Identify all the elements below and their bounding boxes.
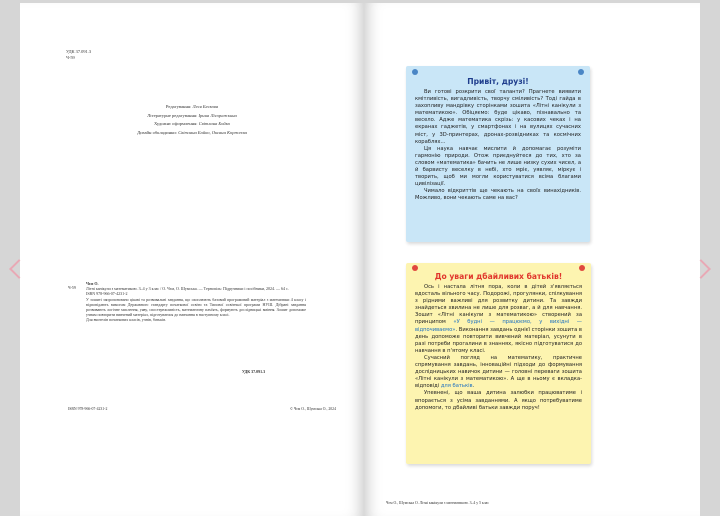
- greeting-note: [406, 66, 590, 242]
- text-run: . Виконання завдань однієї сторінки зошита в день допоможе повторити вивчений матеріал, усунути в разі потреби прогалини в знаннях, якісно підготуватися до навчання в п'ятому класі.: [415, 326, 582, 354]
- credit-label: Редагування:: [165, 104, 192, 109]
- credit-value: Світлана Бойко: [198, 121, 230, 127]
- udk-code: УДК 37.091.3: [66, 49, 92, 54]
- isbn: ISBN 978-966-07-4231-2: [68, 407, 108, 411]
- text-run: Сучасний погляд на математику, практичне спрямування завдань, інноваційні підходи до формування дослідницьких навичок дитини — головні переваги зошита «Літні канікули з математикою». А ще в ньому є вкладка-відповіді: [415, 354, 582, 390]
- greeting-text: [406, 86, 590, 203]
- pushpin-icon: [578, 69, 584, 75]
- paragraph: Ця наука навчає мислити й допомагає розуміти гармонію природи. Отож приєднуйтеся до тих, хто за словом «математика» бачить не лише низку сухих чисел, а й барвисту веселку в небі, хто мріє, уявляє, міркує і творить, щоб ми могли користуватися всіма благами цивілізації.: [415, 145, 581, 188]
- credit-row: [20, 129, 364, 138]
- pushpin-icon: [412, 69, 418, 75]
- book-spread: [20, 3, 700, 516]
- credit-label: Дизайн обкладинки:: [137, 129, 178, 135]
- catalog-line: Для вчителів початкових класів, учнів, батьків.: [86, 317, 167, 323]
- catalog-body: [86, 286, 306, 322]
- credit-label: Художнє оформлення:: [153, 121, 198, 127]
- greeting-title: Привіт, друзі!: [467, 77, 529, 86]
- paragraph: [415, 284, 582, 355]
- catalog-author: Чєм О.: [86, 281, 99, 286]
- paragraph: Ви готові розкрити свої таланти? Прагнете виявити кмітливість, вигадливість, творчу сміливість? Тоді гайда в захопливу мандрівку сторінками зошита «Літні канікули з математикою». Обіцяємо: буде цікаво, пізнавально та весело. Адже математика скрізь: у касових чеках і на екранах гаджетів, у смартфонах і на вулицях сучасних міст, у 3D-принтерах, дронах-розвідниках та космічних кораблях...: [415, 89, 581, 145]
- pushpin-icon: [412, 265, 418, 271]
- catalog-line: У зошиті запропоновано цікаві та розвивальні завдання, що охоплюють базовий програмовий матеріал з математики 4 класу і відповідають вимогам Державного стандарту початкової освіти та Типової освітньої програми НУШ. Дібрані завдання розвивають логічне мислення, уяву, спостережливість, математичну пам'ять, формують дослідницькі вміння. Зошит допоможе учням повторити вивчений матеріал, підготуватися до навчання в наступному класі.: [86, 296, 306, 318]
- credit-value: Ірина Лісоражкина: [198, 112, 237, 118]
- highlight-text: «У будні — працюємо, у вихідні — відпочиваємо»: [415, 319, 582, 333]
- paragraph: [415, 355, 582, 390]
- credit-row: [20, 103, 364, 112]
- credits-block: [20, 103, 364, 137]
- highlight-text: для батьків: [440, 383, 473, 390]
- parents-title: До уваги дбайливих батьків!: [434, 272, 563, 281]
- credit-row: [20, 120, 364, 129]
- catalog-udk: УДК 37.091.3: [242, 369, 266, 374]
- paragraph: Чимало відкриттів ще чекають на своїх винахідників. Можливо, вони чекають саме на вас?: [415, 188, 581, 202]
- book-code: Ч-59: [66, 54, 75, 60]
- right-page: [364, 3, 700, 516]
- catalog-line: ISBN 978-966-07-4231-2: [86, 291, 128, 297]
- credit-value: Леся Бескова: [192, 104, 219, 109]
- left-page: [20, 3, 364, 516]
- credit-row: [20, 112, 364, 121]
- udk-header: [66, 49, 91, 60]
- catalog-card: [86, 281, 306, 323]
- text-run: .: [472, 383, 475, 390]
- catalog-code: Ч-59: [68, 285, 76, 290]
- parents-text: [406, 281, 591, 412]
- parents-note: [406, 263, 591, 464]
- page-footer: Чєм О., Шумська О. Літні канікули з математикою. 3–4 у 5 клас: [386, 501, 490, 505]
- text-run: Ось і настала літня пора, коли в дітей з'являється вдосталь вільного часу. Подорожі, прогулянки, спілкування з рідними важливі для розвитку дитини. Та завжди знайдеться хвилина не лише для розваг, а й для навчання. Зошит «Літні канікули з математикою» створений за принципом: [415, 284, 582, 326]
- catalog-line: Літні канікули з математикою. 3–4 у 3 клас / О. Чєм, О. Шумська. — Тернопіль: Підручники і посібники, 2024. — 64 с.: [86, 286, 289, 292]
- credit-value: Світлана Бойко, Оксана Коржеєва: [178, 129, 247, 135]
- credit-label: Літературне редагування:: [147, 112, 198, 118]
- paragraph: Упевнені, що ваша дитина залюбки працюватиме і впорається з усіма завданнями. А якщо потребуватиме допомоги, то дбайливі батьки завжди поруч!: [415, 390, 582, 411]
- pushpin-icon: [579, 265, 585, 271]
- copyright: © Чєм О., Шумська О., 2024: [290, 407, 336, 411]
